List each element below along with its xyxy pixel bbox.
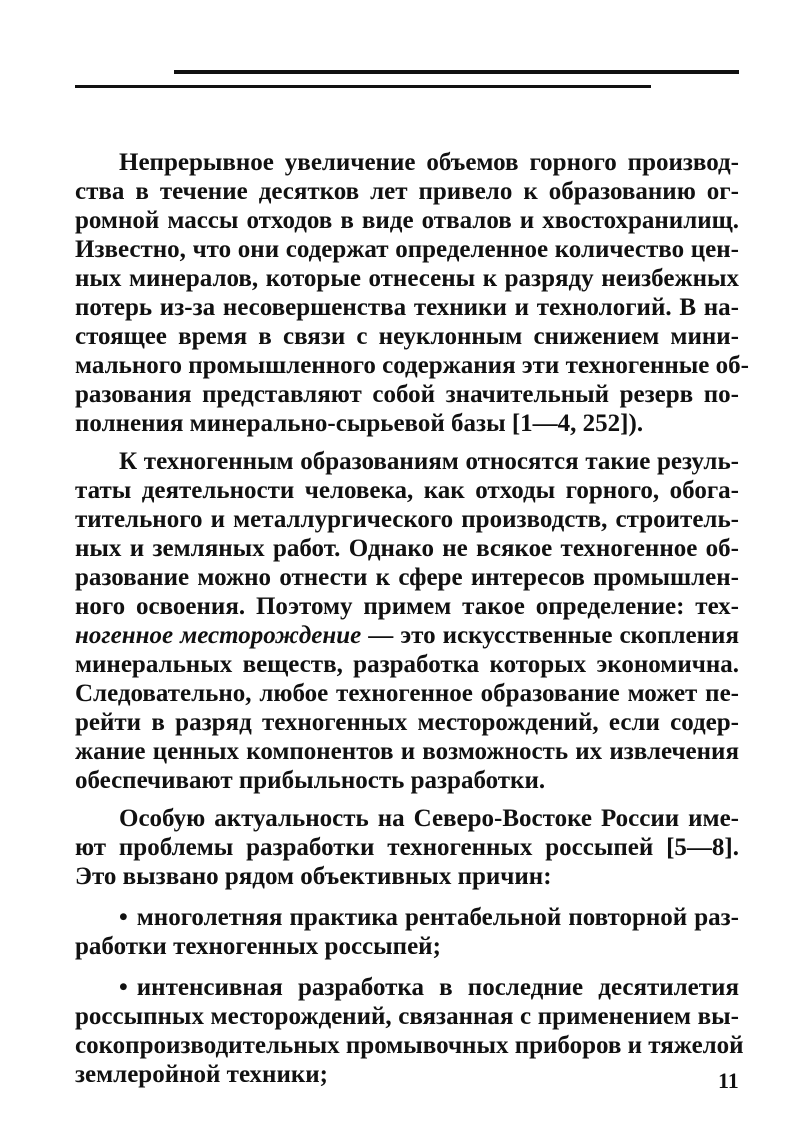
paragraph-1 [75, 148, 749, 438]
text-line: рейти в разряд техногенных месторождений, если содер- [75, 709, 739, 736]
bullet-icon: • [119, 904, 128, 931]
text-line: мального промышленного содержания эти техногенные об- [75, 352, 749, 379]
text-line: ства в течение десятков лет привело к образованию ог- [75, 178, 739, 205]
text-line: Непрерывное увеличение объемов горного производ- [119, 149, 739, 176]
bullet-item [75, 903, 739, 961]
header-rule-bottom [75, 85, 651, 88]
text-line: К техногенным образованиям относятся такие резуль- [119, 448, 739, 475]
text-line: разование можно отнести к сфере интересов промышлен- [75, 564, 739, 591]
italic-term: ногенное месторождение [75, 622, 362, 649]
header-rule-top [174, 70, 739, 74]
text-line: минеральных веществ, разработка которых экономична. [75, 651, 739, 678]
paragraph-3 [75, 804, 739, 891]
text-line: стоящее время в связи с неуклонным снижением мини- [75, 323, 739, 350]
text-line: Известно, что они содержат определенное количество цен- [75, 236, 739, 263]
text-line: ных и земляных работ. Однако не всякое техногенное об- [75, 535, 739, 562]
text-line: ют проблемы разработки техногенных россыпей [5—8]. [75, 834, 739, 861]
text-line: жание ценных компонентов и возможность их извлечения [75, 738, 739, 765]
text-line: полнения минерально-сырьевой базы [1—4, 252]). [75, 410, 644, 437]
text-line: сокопроизводительных промывочных приборов и тяжелой [75, 1032, 744, 1059]
bullet-item [75, 973, 744, 1089]
text-line: тительного и металлургического производств, строитель- [75, 506, 739, 533]
text-line: обеспечивают прибыльность разработки. [75, 767, 546, 794]
text-line: разования представляют собой значительный резерв по- [75, 381, 739, 408]
text-line: россыпных месторождений, связанная с применением вы- [75, 1003, 739, 1030]
bullet-text: многолетняя практика рентабельной повторной раз- [136, 904, 739, 931]
bullet-text: интенсивная разработка в последние десятилетия [136, 974, 739, 1001]
text-line: Следовательно, любое техногенное образование может пе- [75, 680, 739, 707]
text-line: работки техногенных россыпей; [75, 933, 441, 960]
bullet-icon: • [119, 974, 128, 1001]
page-number: 11 [718, 1068, 739, 1093]
text-line: таты деятельности человека, как отходы горного, обога- [75, 477, 739, 504]
text-line [75, 903, 739, 932]
body-text [75, 148, 749, 1089]
term-definition-text: — это искусственные скопления [361, 622, 739, 649]
text-line: потерь из-за несовершенства техники и технологий. В на- [75, 294, 739, 321]
text-line: ных минералов, которые отнесены к разряду неизбежных [75, 265, 739, 292]
text-line-with-emphasis [75, 621, 739, 650]
text-line: Особую актуальность на Северо-Востоке России име- [119, 805, 739, 832]
text-line: ромной массы отходов в виде отвалов и хвостохранилищ. [75, 207, 739, 234]
text-line [75, 973, 739, 1002]
paragraph-2 [75, 447, 739, 795]
text-line: Это вызвано рядом объективных причин: [75, 863, 552, 890]
text-line: ного освоения. Поэтому примем такое определение: тех- [75, 593, 739, 620]
text-line: землеройной техники; [75, 1061, 328, 1088]
